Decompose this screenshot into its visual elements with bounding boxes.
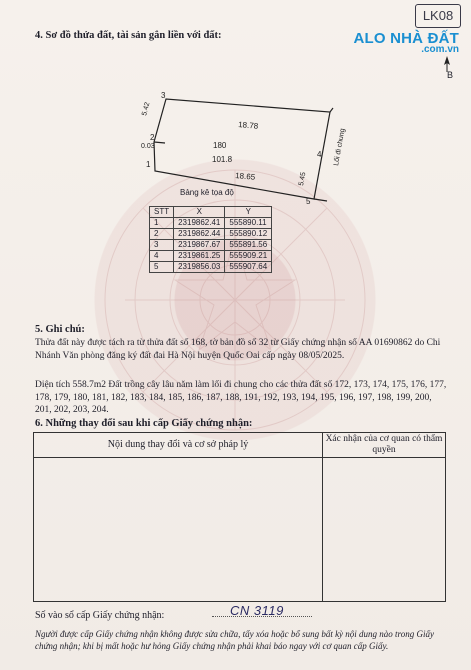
cell: 2319867.67: [174, 240, 225, 251]
cell: 2319862.41: [174, 218, 225, 229]
bottom-length: 18.65: [234, 171, 256, 182]
coordinate-table: [149, 206, 272, 273]
serial-label: Số vào sổ cấp Giấy chứng nhận:: [35, 610, 165, 621]
cell: 555909.21: [225, 251, 272, 262]
table-row: [150, 262, 272, 273]
table-row: [150, 240, 272, 251]
parcel-number: 180: [213, 141, 227, 150]
point-3: 3: [161, 91, 166, 100]
corner-label: LK08: [415, 4, 461, 28]
changes-table: [33, 432, 446, 602]
cell: 1: [150, 218, 174, 229]
offset-line: [154, 142, 165, 143]
cell: 2319862.44: [174, 229, 225, 240]
footer-note: Người được cấp Giấy chứng nhận không được sửa chữa, tẩy xóa hoặc bổ sung bất kỳ nội dung nào trong Giấy chứng nhận; khi bị mất hoặc hư hỏng Giấy chứng nhận phải khai báo ngay với cơ quan cấp Giấy.: [35, 629, 434, 651]
table-row: [150, 251, 272, 262]
cell: 2319861.25: [174, 251, 225, 262]
top-length: 18.78: [237, 120, 259, 131]
cell: 555907.64: [225, 262, 272, 273]
changes-left-column: [34, 433, 323, 601]
logo-line1: ALO NHÀ ĐẤT: [353, 30, 459, 47]
serial-value: CN 3119: [230, 603, 284, 618]
cell: 5: [150, 262, 174, 273]
point-4: 4: [317, 150, 322, 159]
logo-line2: .com.vn: [421, 44, 459, 55]
header-y: Y: [225, 207, 272, 218]
parcel-area: 101.8: [212, 155, 233, 164]
right-length: 5.45: [298, 171, 308, 187]
changes-header-left: Nội dung thay đổi và cơ sở pháp lý: [107, 439, 249, 450]
point-1: 1: [146, 160, 151, 169]
point-5: 5: [306, 197, 311, 206]
section-5-title: 5. Ghi chú:: [35, 324, 85, 335]
note-paragraph-2: Diện tích 558.7m2 Đất trồng cây lâu năm làm lối đi chung cho các thửa đất số 172, 173, 174, 175, 176, 177, 178, 179, 180, 181, 182, 183, 184, 185, 186, 187, 188, 191, 192, 193, 194, 195, 196, 197, 198, 199, 200, 201, 202, 203, 204.: [35, 380, 447, 415]
table-row: [150, 218, 272, 229]
cell: 4: [150, 251, 174, 262]
cell: 555890.11: [225, 218, 272, 229]
cell: 555891.56: [225, 240, 272, 251]
header-stt: STT: [150, 207, 174, 218]
left-upper-length: 5.42: [141, 101, 152, 117]
table-row: [150, 229, 272, 240]
cell: 2319856.03: [174, 262, 225, 273]
cell: 555890.12: [225, 229, 272, 240]
cell: 3: [150, 240, 174, 251]
note-paragraph-1: Thửa đất này được tách ra từ thửa đất số 168, tờ bản đồ số 32 từ Giấy chứng nhận số AA 01690862 do Chi Nhánh Văn phòng đăng ký đất đai Hà Nội huyện Quốc Oai cấp ngày 08/05/2025.: [35, 338, 441, 361]
section-4-title: 4. Sơ đồ thửa đất, tài sản gắn liền với đất:: [35, 30, 222, 41]
road-label: Lối đi chung: [333, 127, 347, 167]
north-label: B: [446, 70, 453, 80]
point-2: 2: [150, 133, 155, 142]
changes-header: [34, 433, 445, 458]
cell: 2: [150, 229, 174, 240]
coords-title: Bảng kê tọa độ: [180, 188, 234, 197]
left-lower-offset: 0.03: [141, 143, 155, 150]
changes-header-right: Xác nhận của cơ quan có thẩm quyền: [325, 434, 443, 455]
section-6-title: 6. Những thay đổi sau khi cấp Giấy chứng nhận:: [35, 418, 253, 429]
header-x: X: [174, 207, 225, 218]
table-header-row: [150, 207, 272, 218]
